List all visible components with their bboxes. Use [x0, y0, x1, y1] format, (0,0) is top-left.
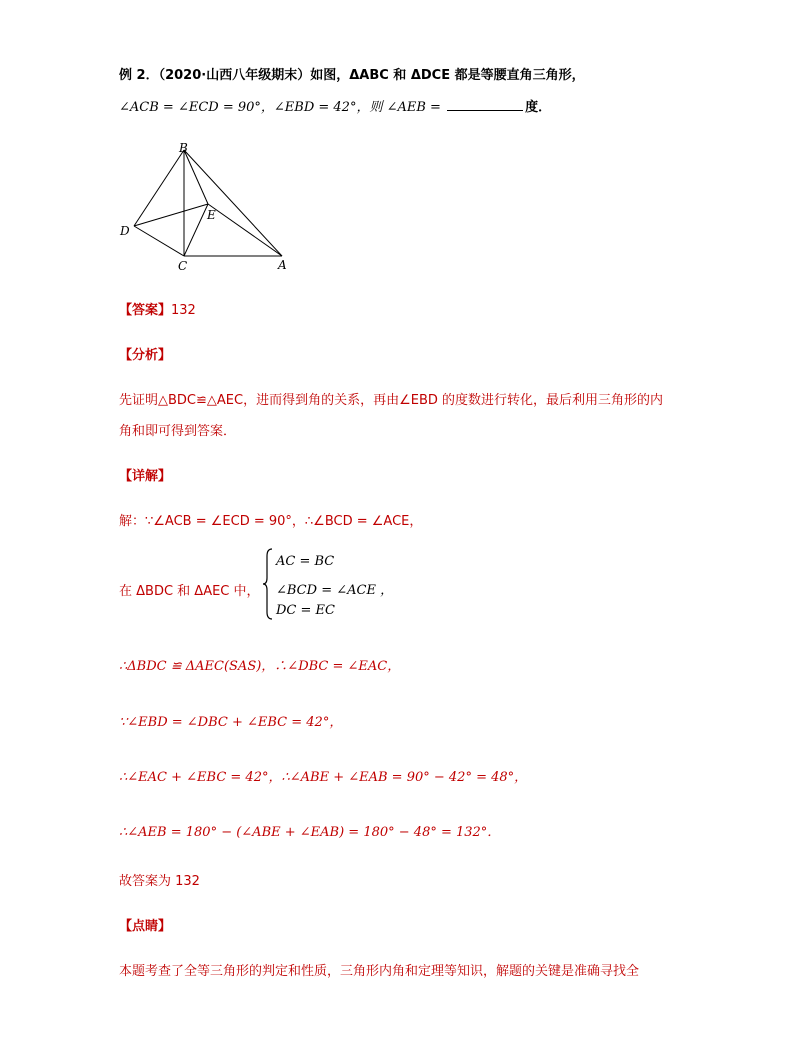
brace-icon	[262, 548, 274, 620]
detail-step-3: ∴ΔBDC ≌ ΔAEC(SAS)，∴∠DBC = ∠EAC，	[119, 659, 401, 674]
question-line-1: 例 2．（2020·山西八年级期末）如图，ΔABC 和 ΔDCE 都是等腰直角三角形，	[119, 68, 585, 83]
segment-DE	[134, 204, 208, 226]
detail-step-6: ∴∠AEB = 180° − (∠ABE + ∠EAB) = 180° − 48° = 132°．	[119, 825, 501, 840]
answer-section	[119, 299, 196, 318]
comment-heading: 【点睛】	[119, 919, 172, 934]
question-line-2-unit: 度．	[525, 100, 552, 115]
comment-line-1: 本题考查了全等三角形的判定和性质，三角形内角和定理等知识，解题的关键是准确寻找全	[119, 964, 640, 979]
label-B: B	[179, 141, 188, 155]
detail-heading: 【详解】	[119, 469, 172, 484]
segment-BD	[134, 150, 184, 226]
detail-step-1: 解：∵∠ACB = ∠ECD = 90°，∴∠BCD = ∠ACE，	[119, 514, 423, 529]
detail-conclusion: 故答案为 132	[119, 874, 200, 889]
system-eq-3: DC = EC	[276, 603, 335, 618]
analysis-line-2: 角和即可得到答案．	[119, 424, 237, 439]
segment-CE	[184, 204, 208, 256]
detail-step-5: ∴∠EAC + ∠EBC = 42°，∴∠ABE + ∠EAB = 90° − 42° = 48°，	[119, 770, 528, 785]
segment-BE	[184, 150, 208, 204]
answer-blank	[447, 98, 523, 111]
label-E: E	[207, 208, 216, 222]
question-line-2	[119, 96, 551, 115]
analysis-heading: 【分析】	[119, 348, 172, 363]
segment-EA	[208, 204, 282, 256]
geometry-figure	[110, 138, 310, 278]
detail-step-4: ∵∠EBD = ∠DBC + ∠EBC = 42°，	[119, 715, 343, 730]
label-C: C	[178, 259, 188, 273]
segment-BA	[184, 150, 282, 256]
question-line-2-condition: ∠ACB = ∠ECD = 90°，∠EBD = 42°，则 ∠AEB =	[119, 100, 446, 115]
segment-DC	[134, 226, 184, 256]
answer-heading: 【答案】	[119, 303, 172, 318]
answer-value: 132	[171, 303, 196, 318]
analysis-line-1: 先证明△BDC≌△AEC，进而得到角的关系，再由∠EBD 的度数进行转化，最后利用三角形的内	[119, 393, 664, 408]
system-eq-2: ∠BCD = ∠ACE ，	[276, 583, 394, 598]
label-A: A	[278, 258, 287, 272]
label-D: D	[120, 224, 130, 238]
detail-step-2-prefix: 在 ΔBDC 和 ΔAEC 中，	[119, 584, 260, 599]
system-eq-1: AC = BC	[276, 554, 335, 569]
